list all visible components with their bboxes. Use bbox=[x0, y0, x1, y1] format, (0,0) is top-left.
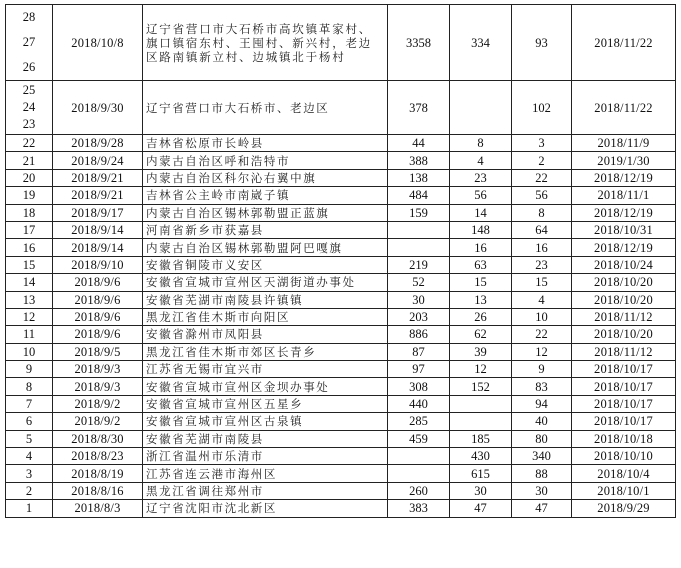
location-cell: 浙江省温州市乐清市 bbox=[143, 448, 388, 465]
table-row bbox=[6, 204, 676, 221]
row-number-cell bbox=[6, 152, 53, 169]
row-number: 8 bbox=[25, 379, 33, 394]
row-number-cell bbox=[6, 5, 53, 81]
count-cell-c: 9 bbox=[512, 361, 572, 378]
count-cell-b: 13 bbox=[450, 291, 512, 308]
row-number-cell bbox=[6, 204, 53, 221]
location-cell: 黑龙江省调往郑州市 bbox=[143, 482, 388, 499]
count-cell-b bbox=[450, 395, 512, 412]
row-number-cell bbox=[6, 326, 53, 343]
row-number: 24 bbox=[22, 99, 36, 114]
location-cell: 吉林省公主岭市南崴子镇 bbox=[143, 187, 388, 204]
row-number-cell bbox=[6, 465, 53, 482]
table-row bbox=[6, 221, 676, 238]
row-number-cell bbox=[6, 430, 53, 447]
count-cell-b: 30 bbox=[450, 482, 512, 499]
row-number: 7 bbox=[25, 397, 33, 412]
location-cell: 内蒙古自治区锡林郭勒盟阿巴嘎旗 bbox=[143, 239, 388, 256]
count-cell-a: 388 bbox=[388, 152, 450, 169]
row-number-cell bbox=[6, 448, 53, 465]
count-cell-a: 138 bbox=[388, 169, 450, 186]
end-date-cell: 2018/10/20 bbox=[572, 326, 676, 343]
end-date-cell: 2018/10/31 bbox=[572, 221, 676, 238]
date-cell: 2018/9/3 bbox=[53, 361, 143, 378]
row-number: 2 bbox=[25, 484, 33, 498]
count-cell-c: 16 bbox=[512, 239, 572, 256]
location-cell: 安徽省宣城市宣州区古泉镇 bbox=[143, 413, 388, 430]
row-number-cell bbox=[6, 239, 53, 256]
row-number: 27 bbox=[22, 35, 36, 50]
date-cell: 2018/9/5 bbox=[53, 343, 143, 360]
row-number: 23 bbox=[22, 117, 36, 132]
row-number-cell bbox=[6, 378, 53, 395]
count-cell-a: 52 bbox=[388, 274, 450, 291]
row-number: 16 bbox=[22, 240, 36, 255]
row-number: 28 bbox=[22, 10, 36, 25]
location-cell: 江苏省连云港市海州区 bbox=[143, 465, 388, 482]
count-cell-a: 97 bbox=[388, 361, 450, 378]
row-number-cell bbox=[6, 343, 53, 360]
table-row bbox=[6, 343, 676, 360]
location-cell: 安徽省芜湖市南陵县许镇镇 bbox=[143, 291, 388, 308]
row-number: 19 bbox=[22, 188, 36, 203]
count-cell-c: 102 bbox=[512, 81, 572, 135]
count-cell-a: 308 bbox=[388, 378, 450, 395]
date-cell: 2018/9/30 bbox=[53, 81, 143, 135]
date-cell: 2018/8/16 bbox=[53, 482, 143, 499]
end-date-cell: 2018/9/29 bbox=[572, 500, 676, 517]
end-date-cell: 2018/10/24 bbox=[572, 256, 676, 273]
count-cell-c: 12 bbox=[512, 343, 572, 360]
end-date-cell: 2018/10/1 bbox=[572, 482, 676, 499]
count-cell-c: 64 bbox=[512, 221, 572, 238]
count-cell-b: 23 bbox=[450, 169, 512, 186]
count-cell-b: 152 bbox=[450, 378, 512, 395]
row-number-cell bbox=[6, 81, 53, 135]
count-cell-c: 22 bbox=[512, 326, 572, 343]
location-cell: 河南省新乡市获嘉县 bbox=[143, 221, 388, 238]
row-number: 4 bbox=[25, 449, 33, 464]
location-cell: 安徽省芜湖市南陵县 bbox=[143, 430, 388, 447]
count-cell-a bbox=[388, 448, 450, 465]
table-row bbox=[6, 500, 676, 517]
row-number: 13 bbox=[22, 292, 36, 307]
row-number-cell bbox=[6, 482, 53, 499]
row-number: 18 bbox=[22, 205, 36, 220]
end-date-cell: 2018/10/10 bbox=[572, 448, 676, 465]
row-number: 10 bbox=[22, 344, 36, 359]
count-cell-b bbox=[450, 413, 512, 430]
location-cell: 江苏省无锡市宜兴市 bbox=[143, 361, 388, 378]
count-cell-a bbox=[388, 221, 450, 238]
count-cell-a: 260 bbox=[388, 482, 450, 499]
end-date-cell: 2018/11/22 bbox=[572, 5, 676, 81]
count-cell-b: 47 bbox=[450, 500, 512, 517]
table-row bbox=[6, 239, 676, 256]
date-cell: 2018/9/10 bbox=[53, 256, 143, 273]
date-cell: 2018/9/6 bbox=[53, 326, 143, 343]
location-cell: 黑龙江省佳木斯市郊区长青乡 bbox=[143, 343, 388, 360]
count-cell-c: 88 bbox=[512, 465, 572, 482]
location-cell: 安徽省滁州市凤阳县 bbox=[143, 326, 388, 343]
date-cell: 2018/9/6 bbox=[53, 274, 143, 291]
count-cell-b: 39 bbox=[450, 343, 512, 360]
table-row bbox=[6, 326, 676, 343]
row-number: 15 bbox=[22, 257, 36, 272]
table-body bbox=[6, 5, 676, 518]
row-number: 12 bbox=[22, 310, 36, 325]
end-date-cell: 2018/11/1 bbox=[572, 187, 676, 204]
row-number-cell bbox=[6, 413, 53, 430]
count-cell-a: 383 bbox=[388, 500, 450, 517]
row-number-cell bbox=[6, 361, 53, 378]
row-number-cell bbox=[6, 187, 53, 204]
date-cell: 2018/9/28 bbox=[53, 135, 143, 152]
count-cell-a: 484 bbox=[388, 187, 450, 204]
date-cell: 2018/9/17 bbox=[53, 204, 143, 221]
date-cell: 2018/9/6 bbox=[53, 291, 143, 308]
row-number: 5 bbox=[25, 431, 33, 446]
count-cell-c: 15 bbox=[512, 274, 572, 291]
table-row bbox=[6, 187, 676, 204]
row-number-cell bbox=[6, 169, 53, 186]
count-cell-a: 44 bbox=[388, 135, 450, 152]
end-date-cell: 2018/11/9 bbox=[572, 135, 676, 152]
date-cell: 2018/8/23 bbox=[53, 448, 143, 465]
end-date-cell: 2018/10/4 bbox=[572, 465, 676, 482]
location-cell: 辽宁省沈阳市沈北新区 bbox=[143, 500, 388, 517]
location-cell: 安徽省宣城市宣州区天湖街道办事处 bbox=[143, 274, 388, 291]
row-number: 3 bbox=[25, 466, 33, 481]
row-number-cell bbox=[6, 135, 53, 152]
count-cell-c: 22 bbox=[512, 169, 572, 186]
count-cell-b: 148 bbox=[450, 221, 512, 238]
end-date-cell: 2019/1/30 bbox=[572, 152, 676, 169]
table-row bbox=[6, 378, 676, 395]
row-number-cell bbox=[6, 308, 53, 325]
table-row bbox=[6, 308, 676, 325]
count-cell-c: 80 bbox=[512, 430, 572, 447]
count-cell-b: 185 bbox=[450, 430, 512, 447]
count-cell-a: 219 bbox=[388, 256, 450, 273]
date-cell: 2018/9/6 bbox=[53, 308, 143, 325]
row-number: 6 bbox=[25, 414, 33, 429]
count-cell-c: 30 bbox=[512, 482, 572, 499]
table-row bbox=[6, 169, 676, 186]
count-cell-c: 40 bbox=[512, 413, 572, 430]
count-cell-b: 14 bbox=[450, 204, 512, 221]
end-date-cell: 2018/12/19 bbox=[572, 239, 676, 256]
location-cell: 黑龙江省佳木斯市向阳区 bbox=[143, 308, 388, 325]
count-cell-c: 23 bbox=[512, 256, 572, 273]
count-cell-b: 430 bbox=[450, 448, 512, 465]
outbreak-table bbox=[5, 4, 676, 518]
count-cell-b: 62 bbox=[450, 326, 512, 343]
table-row bbox=[6, 291, 676, 308]
count-cell-b: 15 bbox=[450, 274, 512, 291]
count-cell-b: 16 bbox=[450, 239, 512, 256]
count-cell-b: 4 bbox=[450, 152, 512, 169]
date-cell: 2018/9/14 bbox=[53, 221, 143, 238]
count-cell-c: 83 bbox=[512, 378, 572, 395]
count-cell-c: 8 bbox=[512, 204, 572, 221]
table-row bbox=[6, 482, 676, 499]
table-row bbox=[6, 274, 676, 291]
table-row bbox=[6, 5, 676, 81]
row-number: 22 bbox=[22, 136, 36, 151]
table-row bbox=[6, 413, 676, 430]
count-cell-c: 3 bbox=[512, 135, 572, 152]
row-number: 1 bbox=[25, 501, 33, 516]
location-cell: 辽宁省营口市大石桥市、老边区 bbox=[143, 81, 388, 135]
row-number: 25 bbox=[22, 82, 36, 97]
date-cell: 2018/9/21 bbox=[53, 169, 143, 186]
table-row bbox=[6, 361, 676, 378]
count-cell-c: 47 bbox=[512, 500, 572, 517]
location-cell: 安徽省铜陵市义安区 bbox=[143, 256, 388, 273]
row-number: 26 bbox=[22, 59, 36, 74]
date-cell: 2018/9/14 bbox=[53, 239, 143, 256]
count-cell-b: 12 bbox=[450, 361, 512, 378]
count-cell-b: 63 bbox=[450, 256, 512, 273]
row-number: 20 bbox=[22, 170, 36, 185]
end-date-cell: 2018/10/17 bbox=[572, 413, 676, 430]
count-cell-b: 8 bbox=[450, 135, 512, 152]
row-number-cell bbox=[6, 500, 53, 517]
end-date-cell: 2018/12/19 bbox=[572, 169, 676, 186]
row-number: 21 bbox=[22, 153, 36, 168]
count-cell-c: 2 bbox=[512, 152, 572, 169]
count-cell-b: 334 bbox=[450, 5, 512, 81]
count-cell-b: 26 bbox=[450, 308, 512, 325]
count-cell-a: 30 bbox=[388, 291, 450, 308]
row-number: 14 bbox=[22, 275, 36, 290]
end-date-cell: 2018/11/12 bbox=[572, 308, 676, 325]
end-date-cell: 2018/10/17 bbox=[572, 361, 676, 378]
row-number: 9 bbox=[25, 362, 33, 377]
table-row bbox=[6, 465, 676, 482]
date-cell: 2018/9/3 bbox=[53, 378, 143, 395]
table-row bbox=[6, 81, 676, 135]
location-cell: 吉林省松原市长岭县 bbox=[143, 135, 388, 152]
count-cell-c: 94 bbox=[512, 395, 572, 412]
count-cell-a: 159 bbox=[388, 204, 450, 221]
date-cell: 2018/8/30 bbox=[53, 430, 143, 447]
table-row bbox=[6, 430, 676, 447]
table-row bbox=[6, 395, 676, 412]
count-cell-b: 56 bbox=[450, 187, 512, 204]
location-cell: 辽宁省营口市大石桥市高坎镇革家村、旗口镇宿东村、王囤村、新兴村，老边区路南镇新立村、边城镇北于杨村 bbox=[143, 5, 388, 81]
end-date-cell: 2018/10/17 bbox=[572, 378, 676, 395]
date-cell: 2018/9/21 bbox=[53, 187, 143, 204]
count-cell-c: 56 bbox=[512, 187, 572, 204]
end-date-cell: 2018/10/20 bbox=[572, 274, 676, 291]
count-cell-c: 10 bbox=[512, 308, 572, 325]
date-cell: 2018/8/3 bbox=[53, 500, 143, 517]
count-cell-a bbox=[388, 239, 450, 256]
count-cell-c: 4 bbox=[512, 291, 572, 308]
date-cell: 2018/9/2 bbox=[53, 413, 143, 430]
row-number-cell bbox=[6, 274, 53, 291]
count-cell-c: 93 bbox=[512, 5, 572, 81]
count-cell-a: 203 bbox=[388, 308, 450, 325]
count-cell-c: 340 bbox=[512, 448, 572, 465]
table-row bbox=[6, 135, 676, 152]
location-cell: 内蒙古自治区锡林郭勒盟正蓝旗 bbox=[143, 204, 388, 221]
count-cell-a: 440 bbox=[388, 395, 450, 412]
end-date-cell: 2018/10/17 bbox=[572, 395, 676, 412]
end-date-cell: 2018/11/12 bbox=[572, 343, 676, 360]
count-cell-a: 87 bbox=[388, 343, 450, 360]
end-date-cell: 2018/12/19 bbox=[572, 204, 676, 221]
date-cell: 2018/10/8 bbox=[53, 5, 143, 81]
date-cell: 2018/9/24 bbox=[53, 152, 143, 169]
count-cell-a: 459 bbox=[388, 430, 450, 447]
row-number-cell bbox=[6, 291, 53, 308]
table-row bbox=[6, 152, 676, 169]
row-number-cell bbox=[6, 221, 53, 238]
table-row bbox=[6, 448, 676, 465]
end-date-cell: 2018/10/20 bbox=[572, 291, 676, 308]
location-cell: 内蒙古自治区科尔沁右翼中旗 bbox=[143, 169, 388, 186]
date-cell: 2018/8/19 bbox=[53, 465, 143, 482]
location-cell: 安徽省宣城市宣州区五星乡 bbox=[143, 395, 388, 412]
row-number: 17 bbox=[22, 223, 36, 238]
location-cell: 内蒙古自治区呼和浩特市 bbox=[143, 152, 388, 169]
count-cell-b bbox=[450, 81, 512, 135]
count-cell-a: 285 bbox=[388, 413, 450, 430]
count-cell-a: 3358 bbox=[388, 5, 450, 81]
count-cell-a bbox=[388, 465, 450, 482]
table-row bbox=[6, 256, 676, 273]
row-number: 11 bbox=[22, 327, 36, 342]
row-number-cell bbox=[6, 256, 53, 273]
count-cell-a: 378 bbox=[388, 81, 450, 135]
count-cell-a: 886 bbox=[388, 326, 450, 343]
end-date-cell: 2018/10/18 bbox=[572, 430, 676, 447]
end-date-cell: 2018/11/22 bbox=[572, 81, 676, 135]
count-cell-b: 615 bbox=[450, 465, 512, 482]
location-cell: 安徽省宣城市宣州区金坝办事处 bbox=[143, 378, 388, 395]
row-number-cell bbox=[6, 395, 53, 412]
date-cell: 2018/9/2 bbox=[53, 395, 143, 412]
